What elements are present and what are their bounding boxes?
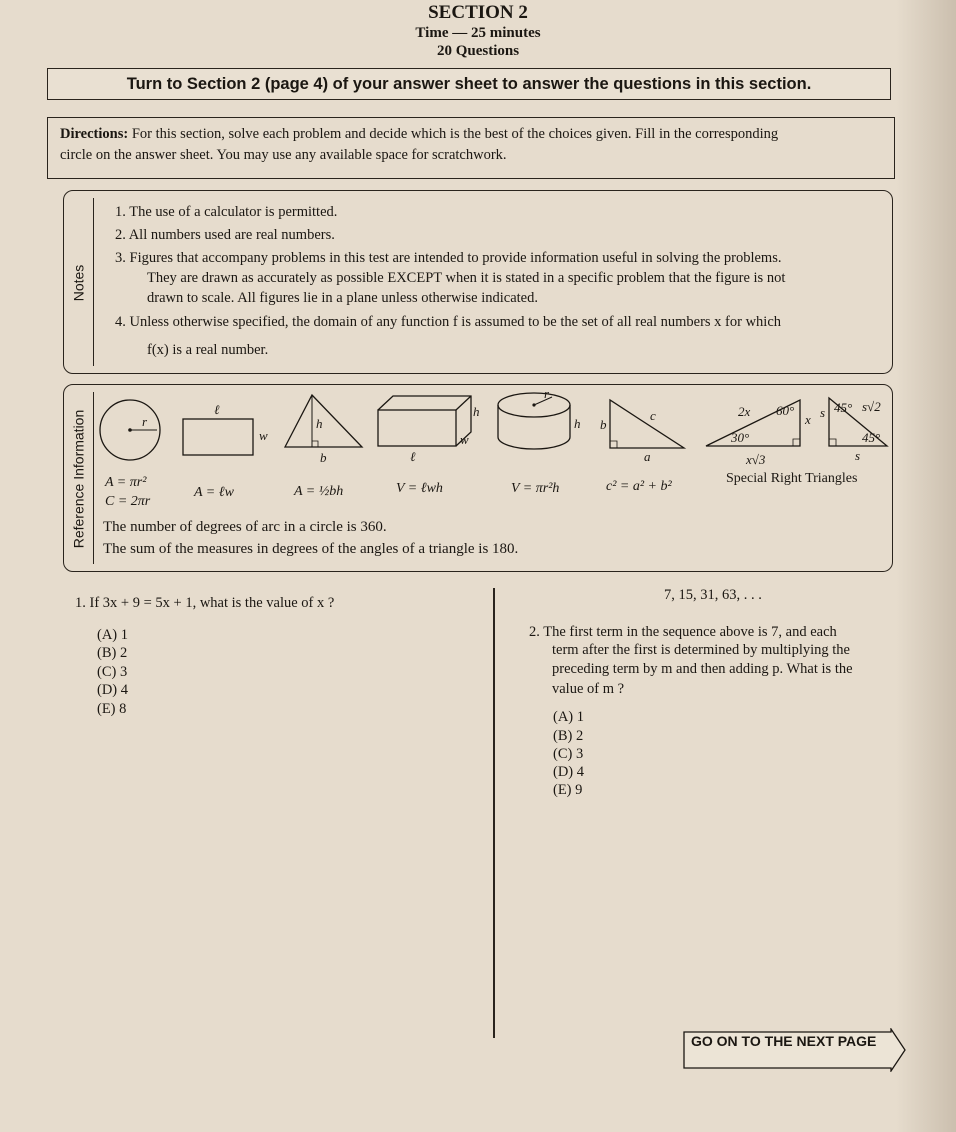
box-w-label: w (460, 432, 469, 447)
rt-b-label: b (600, 417, 607, 432)
directions-label: Directions: (60, 126, 129, 142)
note-3-cont1: They are drawn as accurately as possible EXCEPT when it is stated in a specific problem that the figure is not (147, 270, 786, 286)
q2-choice-e: (E) 9 (553, 782, 583, 798)
section-time: Time — 25 minutes (415, 25, 541, 41)
t30-60-label: 60° (776, 403, 795, 418)
circle-r-label: r (142, 414, 148, 429)
cylinder-figure (498, 386, 581, 449)
column-divider (493, 588, 495, 1038)
directions-line2: circle on the answer sheet. You may use any available space for scratchwork. (60, 147, 507, 163)
question-2-line4: value of m ? (552, 681, 625, 697)
note-2: 2. All numbers used are real numbers. (115, 227, 335, 243)
note-3-cont2: drawn to scale. All figures lie in a plane unless otherwise indicated. (147, 290, 538, 306)
rectangle-figure (183, 402, 268, 455)
tri-b-label: b (320, 450, 327, 465)
q2-choice-c: (C) 3 (553, 746, 584, 762)
triangle-30-60-90 (706, 400, 811, 467)
q1-choice-d: (D) 4 (97, 682, 129, 698)
formula-rectangle-area: A = ℓw (194, 485, 234, 500)
t30-x-label: x (805, 412, 811, 427)
t30-30-label: 30° (731, 430, 750, 445)
note-4: 4. Unless otherwise specified, the domain of any function f is assumed to be the set of all real numbers x for which (115, 314, 782, 330)
rt-c-label: c (650, 408, 656, 423)
t45-s-left-label: s (820, 405, 826, 420)
turn-instruction-box: Turn to Section 2 (page 4) of your answer sheet to answer the questions in this section. (47, 68, 891, 100)
tri-h-label: h (316, 416, 323, 431)
q1-choice-c: (C) 3 (97, 664, 128, 680)
q2-choice-a: (A) 1 (553, 709, 585, 725)
fact-triangle-sum: The sum of the measures in degrees of the angles of a triangle is 180. (103, 541, 519, 557)
triangle-figure (285, 395, 362, 465)
box-h-label: h (473, 404, 480, 419)
rect-l-label: ℓ (214, 402, 220, 417)
question-2-line1: 2. The first term in the sequence above is 7, and each (529, 624, 837, 640)
t45-bottom-label: 45° (862, 430, 881, 445)
formula-box-volume: V = ℓwh (396, 481, 443, 496)
question-1-text: 1. If 3x + 9 = 5x + 1, what is the value of x ? (75, 595, 335, 611)
go-next-page-label: GO ON TO THE NEXT PAGE (691, 1033, 877, 1049)
t45-sroot2-label: s√2 (862, 399, 881, 414)
formula-pythagorean: c² = a² + b² (606, 479, 672, 494)
note-1: 1. The use of a calculator is permitted. (115, 204, 338, 220)
formula-circle-circumference: C = 2πr (105, 494, 151, 509)
triangle-45-45-90 (820, 398, 887, 463)
t30-xroot3-label: x√3 (746, 452, 766, 467)
q1-choice-a: (A) 1 (97, 627, 129, 643)
reference-label: Reference Information (70, 409, 86, 549)
cyl-r-label: r (544, 386, 550, 401)
formula-circle-area: A = πr² (105, 475, 147, 490)
section-question-count: 20 Questions (436, 43, 520, 59)
rect-w-label: w (259, 428, 268, 443)
t45-s-bottom-label: s (855, 448, 861, 463)
note-4-cont: f(x) is a real number. (147, 342, 269, 358)
fact-circle-degrees: The number of degrees of arc in a circle is 360. (103, 519, 387, 535)
directions-line1: For this section, solve each problem and decide which is the best of the choices given. Fill in the corresponding (131, 126, 779, 142)
section-title: SECTION 2 (428, 2, 528, 23)
q1-choice-b: (B) 2 (97, 645, 128, 661)
cyl-h-label: h (574, 416, 581, 431)
question-2-line2: term after the first is determined by multiplying the (552, 642, 850, 658)
q2-choice-d: (D) 4 (553, 764, 585, 780)
right-triangle-figure (600, 400, 684, 464)
q1-choice-e: (E) 8 (97, 701, 127, 717)
circle-figure (100, 400, 160, 460)
box-l-label: ℓ (410, 449, 416, 464)
question-2-line3: preceding term by m and then adding p. What is the (552, 661, 853, 677)
t30-2x-label: 2x (738, 404, 751, 419)
rt-a-label: a (644, 449, 651, 464)
formula-cylinder-volume: V = πr²h (511, 481, 560, 496)
box-figure (378, 396, 480, 464)
special-right-triangles-title: Special Right Triangles (726, 471, 858, 486)
q2-choice-b: (B) 2 (553, 728, 584, 744)
note-3: 3. Figures that accompany problems in this test are intended to provide information useful in solving the problems. (115, 250, 782, 266)
t45-top-label: 45° (834, 400, 853, 415)
notes-label: Notes (70, 264, 87, 301)
formula-triangle-area: A = ½bh (294, 484, 344, 499)
question-2-sequence: 7, 15, 31, 63, . . . (664, 587, 762, 603)
